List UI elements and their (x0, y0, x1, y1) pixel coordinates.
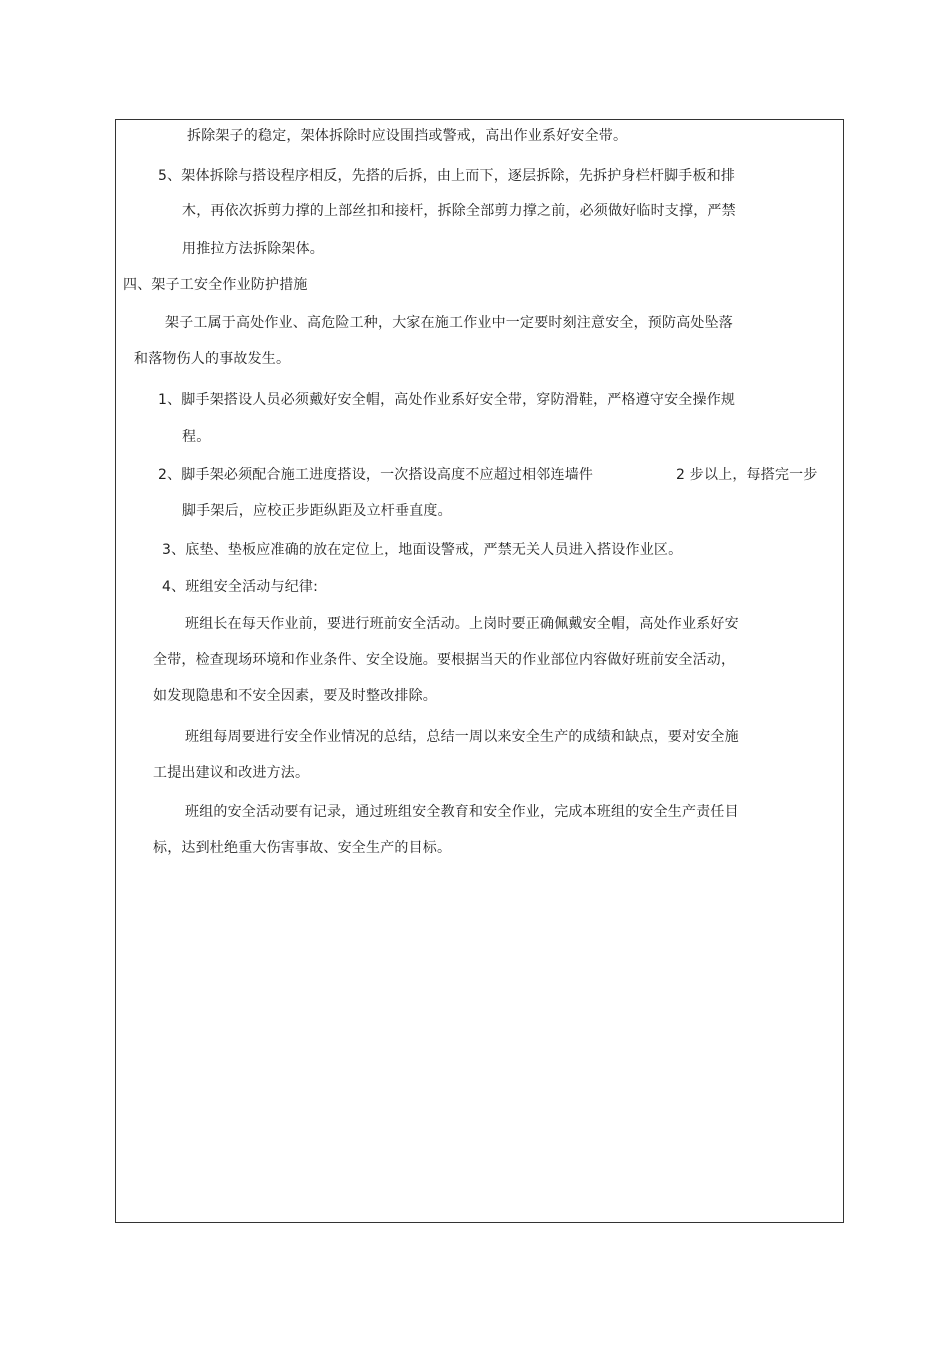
text-line-9: 程。 (182, 429, 211, 445)
text-line-15: 全带，检查现场环境和作业条件、安全设施。要根据当天的作业部位内容做好班前安全活动， (153, 652, 736, 668)
section-heading: 四、架子工安全作业防护措施 (123, 277, 308, 293)
text-line-19: 班组的安全活动要有记录，通过班组安全教育和安全作业，完成本班组的安全生产责任目 (185, 804, 739, 820)
text-line-6: 架子工属于高处作业、高危险工种，大家在施工作业中一定要时刻注意安全，预防高处坠落 (165, 315, 733, 331)
text-line-3: 木，再依次拆剪力撑的上部丝扣和接杆，拆除全部剪力撑之前，必须做好临时支撑，严禁 (182, 203, 736, 219)
text-line-1: 拆除架子的稳定，架体拆除时应设围挡或警戒，高出作业系好安全带。 (187, 128, 628, 144)
text-line-14: 班组长在每天作业前，要进行班前安全活动。上岗时要正确佩戴安全帽，高处作业系好安 (185, 616, 739, 632)
text-line-4: 用推拉方法拆除架体。 (182, 241, 324, 257)
text-line-11: 脚手架后，应校正步距纵距及立杆垂直度。 (182, 503, 452, 519)
text-line-17: 班组每周要进行安全作业情况的总结，总结一周以来安全生产的成绩和缺点，要对安全施 (185, 729, 739, 745)
text-line-12: 3、底垫、垫板应准确的放在定位上，地面设警戒，严禁无关人员进入搭设作业区。 (162, 542, 683, 558)
subheading-discipline: 4、班组安全活动与纪律: (162, 579, 319, 595)
text-line-10b: 2 步以上，每搭完一步 (676, 467, 818, 483)
text-line-10: 2、脚手架必须配合施工进度搭设，一次搭设高度不应超过相邻连墙件 (158, 467, 594, 483)
text-line-18: 工提出建议和改进方法。 (153, 765, 310, 781)
text-line-20: 标，达到杜绝重大伤害事故、安全生产的目标。 (153, 840, 452, 856)
text-line-16: 如发现隐患和不安全因素，要及时整改排除。 (153, 688, 437, 704)
text-line-7: 和落物伤人的事故发生。 (134, 351, 291, 367)
text-line-8: 1、脚手架搭设人员必须戴好安全帽，高处作业系好安全带，穿防滑鞋，严格遵守安全操作规 (158, 392, 736, 408)
text-line-2: 5、架体拆除与搭设程序相反，先搭的后拆，由上而下，逐层拆除，先拆护身栏杆脚手板和排 (158, 168, 736, 184)
